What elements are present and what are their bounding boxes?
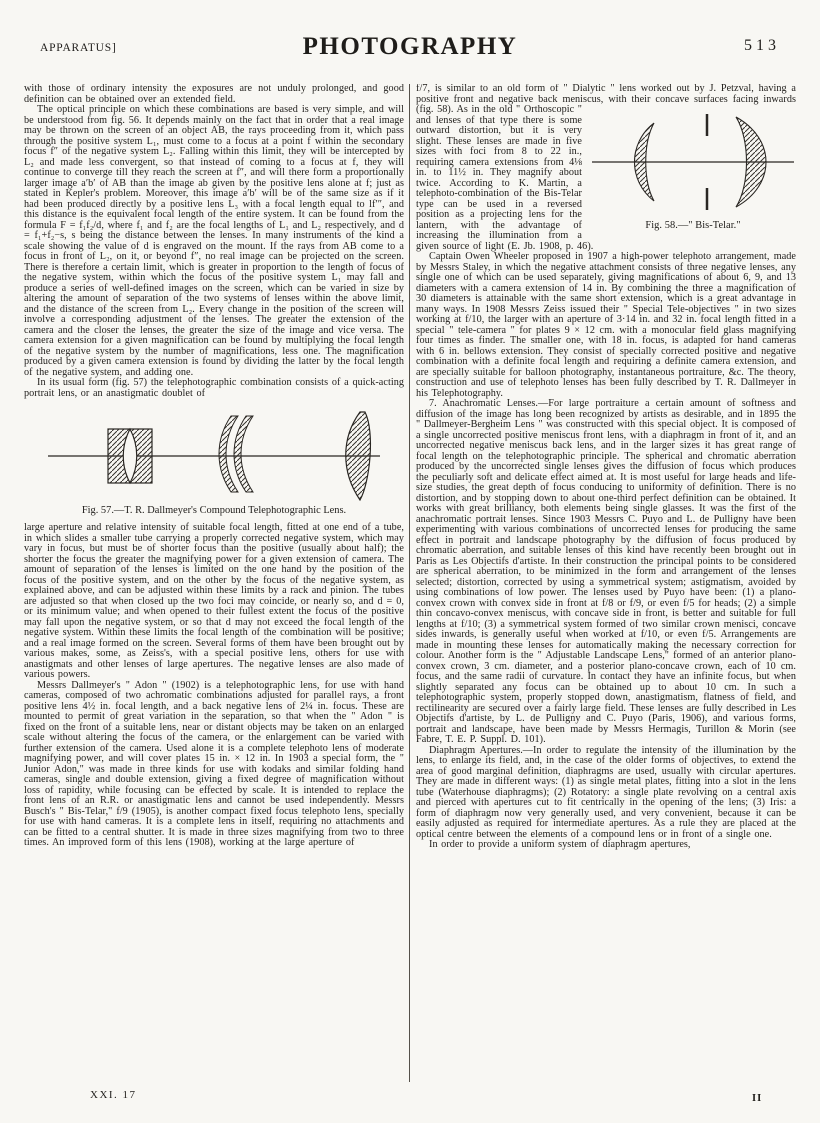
middle-negative-lens (219, 416, 253, 492)
left-column (24, 84, 404, 1086)
paragraph-usual-form-continuation: large aperture and relative intensity of suitable focal length, fitted at one end of a tube, in which slides a smaller tube carrying a properly corrected negative system, which may vary in focus, but must be of shorter focus than the positive (usually about half); the shorter the focus the greater the magnifying power for a given extension of camera. The amount of separation of the lenses is limited on the one hand by the position of the focus of the positive system, and on the other by the focus of the negative system, as explained above, and can be adjusted within these limits by a rack and pinion. The tubes are adjusted so that when closed up the two foci may coincide, or nearly so, and d = 0, or its minimum value; and when opened to their fullest extent the focus of the positive may fall upon the negative system, or so that d may not exceed the focal length of the negative system. Within these limits the focal length of the combination will be positive; and a real image formed on the screen. Several forms of them have been brought out by various makes, some, as Zeiss's, with a special positive lens, others for use with anastigmats and other lenses of large apertures. The negative lenses are also made of various powers. (24, 522, 404, 680)
paragraph-usual-form-lead: In its usual form (fig. 57) the telephotographic combination consists of a quick-acting portrait lens, or an anastigmatic doublet of (24, 377, 404, 399)
paragraph-dialytic-lead: f/7, is similar to an old form of " Dialytic " lens worked out by J. Petzval, having a positive front and negative back meniscus, (416, 84, 796, 105)
page-number: 513 (744, 37, 780, 54)
back-thick-lens (346, 412, 371, 500)
fig58-bis-telar-diagram (590, 107, 796, 217)
paragraph-optical-principle: The optical principle on which these combinations are based is very simple, and will be understood from fig. 56. It depends mainly on the fact that in order that a real image may be thrown on the screen of an object AB, the rays proceeding from it, which pass through the positive system L₁, must come to a focus at a point f within the secondary focus f″ of the negative system L₂. Falling within this limit, they will be intercepted by L₂ and made less convergent, so that instead of coming to a focus at f, they will continue to converge till they reach the screen at f″, and will there form a proportionally larger image a′b′ of AB than the image ab given by the positive lens alone at f; just as stated in Kepler's problem. Moreover, this image a′b′ will be of the same size as if it had been produced directly by a positive lens L₃ with a focal length equal to lf′″, and this distance is the equivalent focal length of the entire system. It can be found from the formula F = f₁f₂/d, where f₁ and f₂ are the focal lengths of L₁ and L₂ respectively, and d = f₁+f₂−s, s being the distance between the lenses. In many instruments of the kind a scale showing the value of d is engraved on the mount. If the rays from AB come to a focus in front of L₂, on it, or beyond f″, no real image can be projected on the screen. There is therefore a certain limit, which is greater in proportion to the length of focus of the negative system, within which the focus of the positive system L₁ may fall and produce a series of well-defined images on the screen, which can be varied in size by altering the amount of separation of the two systems of lenses within the above limit, and the distance of the screen from L₂. Every change in the position of the screen will involve a corresponding adjustment of the lenses. The greater the extension of the camera and the closer the lenses, the greater the size of the image and vice versa. The camera extension for a given magnification can be found by multiplying the focal length of the negative system by the number of magnifications, less one. The magnification produced by a given camera extension is found by dividing the latter by the focal length of the negative system, and adding one. (24, 104, 404, 378)
paragraph-dialytic (416, 84, 796, 252)
paragraph-anachromatic-lenses: 7. Anachromatic Lenses.—For large portraiture a certain amount of softness and diffusion of the image has long been recognized by artists as desirable, and in 1895 the " Dallmeyer-Bergheim Lens " was constructed with this special object. It is composed of a single uncorrected positive meniscus front lens, with a diaphragm in front of it, and an uncorrected negative meniscus back lens, and in the larger sizes it has great range of focal length on the telephotographic principle. The spherical and chromatic aberration produced by the uncorrected single lenses gives the diffusion of focus which produces the peculiarly soft and delicate effect aimed at. It is most useful for large heads and life-size studies, the great depth of focus conducing to uniformity of definition. There is no distortion, and by stopping down to about one-third perfect definition can be obtained. It works with great brilliancy, both elements being single glasses. It was the first of the anachromatic portrait lenses. Since 1903 Messrs C. Puyo and L. de Pulligny have been experimenting with various combinations of uncorrected lenses for producing the same effect in portrait and landscape photography by the diffusion of focus produced by chromatic aberration, and suitable lenses of this kind have recently been brought out in Paris as Les Objectifs d'artiste. In their construction the principal points to be considered are spherical aberration, to be minimized in the form and arrangement of the lenses selected; distortion, corrected by using a symmetrical system; astigmatism, avoided by using combinations of low power. The lenses used by Puyo have been: (1) a plano-convex crown with convex side in front at f/8 or f/9, or even f/5 for heads; (2) a simple thin concavo-convex meniscus, with concave side in front, is better and suitable for full lengths at f/10; (3) a symmetrical system formed of two similar crown menisci, concave sides inwards, is generally useful when worked at f/10, or even f/5. Arrangements are made in mounting these lenses for automatically making the necessary correction for colour. Another form is the " Adjustable Landscape Lens," formed of an anterior plano-convex crown, 3 cm. diameter, and a posterior plano-concave crown, each of 10 cm. focus, and the same radii of curvature. In contact they have an infinite focus, but when slightly separated any focus can be obtained up to about 10 cm. In such a telephotographic system, properly stopped down, anastigmatism, flatness of field, and rectilinearity are secured over a fairly large field. These lenses are fully described in Les Objectifs d'artiste, by L. de Pulligny and C. Puyo (Paris, 1906), and various forms, portrait and landscape, have been made by Messrs Hermagis, Turillon & Morin (see Fabre, T. E. P. Suppl. D. 101). (416, 398, 796, 745)
text-columns (24, 84, 796, 1086)
paragraph-dialytic-body: with their concave surfaces facing inwards (fig. 58). As in the old " Orthoscopic " and lenses of that type there is some outward distortion, but it is very slight. These lenses are made in five sizes with foci from 8 to 22 in., requiring camera extensions from 4⅛ in. to 11½ in. They magnify about twice. According to K. Martin, a telephoto-combination of the Bis-Telar type can be used in a reversed position as a projecting lens for the lantern, with the advantage of increasing the illumination from a given source of light (E. Jb. 1908, p. 46). (416, 93, 796, 252)
figure-57 (42, 406, 386, 517)
sheet-signature-mark: II (752, 1093, 763, 1104)
page-title: PHOTOGRAPHY (302, 33, 518, 60)
front-doublet-lens (108, 429, 152, 483)
figure-58 (590, 107, 796, 232)
paragraph-owen-wheeler: Captain Owen Wheeler proposed in 1907 a high-power telephoto arrangement, made by Messrs Staley, in which the negative attachment consists of three negative lenses, any single one of which can be used separately, giving magnifications of about 6, 9, and 13 diameters with a camera extension of 14 in. By combining the three a magnification of 30 diameters is attainable with the same short extension, which is a great advantage in many ways. In 1908 Messrs Zeiss issued their " Special Tele-objectives " in two sizes working at f/10, the larger with an aperture of 3·14 in. and 32 in. focal length fitted in a special " tele-camera " for plates 9 × 12 cm. with a monocular field glass magnifying four times as finder. The smaller one, with 18 in. focus, is adapted for hand cameras with 6 in. bellows extension. They consist of specially corrected positive and negative combination with a definite focal length and requiring a definite camera extension, and are specially suitable for balloon photography, instantaneous portraiture, &c. The theory, construction and use of telephoto lenses has been fully described by T. R. Dallmeyer in his Telephotography. (416, 251, 796, 399)
fig58-caption: Fig. 58.—" Bis-Telar." (645, 220, 741, 231)
paragraph-uniform-system: In order to provide a uniform system of diaphragm apertures, (429, 839, 691, 850)
paragraph-diaphragm-apertures: Diaphragm Apertures.—In order to regulate the intensity of the illumination by the lens, to enlarge its field, and, in the case of the older forms of objectives, to extend the area of good marginal definition, diaphragms are used, usually with circular apertures. They are made in different ways: (1) as single metal plates, fitting into a slot in the lens tube (Waterhouse diaphragms); (2) Rotatory: a single plate revolving on a central axis and pierced with apertures cut to fit centrically in the opening of the lens; (3) Iris: a form of diaphragm now very generally used, and very convenient, because it can be easily adjusted as required for intermediate apertures. As a rule they are placed at the optical centre between the elements of a compound lens or in front of a single one. (416, 744, 796, 840)
right-column (416, 84, 796, 1086)
fig57-telephoto-lens-diagram (42, 406, 386, 502)
fig57-caption: Fig. 57.—T. R. Dallmeyer's Compound Telephotographic Lens. (81, 505, 347, 516)
running-head-section: APPARATUS] (40, 42, 117, 54)
volume-signature-mark: XXI. 17 (90, 1089, 137, 1101)
paragraph-adon-bis-telar: Messrs Dallmeyer's " Adon " (1902) is a telephotographic lens, for use with hand cameras, composed of two achromatic combinations adjusted for parallel rays, a front positive lens 4½ in. focal length, and a back negative lens of 2¼ in. focus. These are mounted to permit of great variation in the separation, so that when the " Adon " is fixed on the front of a suitable lens, near or distant objects may be taken on an enlarged scale without altering the focus of the camera, or the enlargement can be varied with further extension of the camera. Used alone it is a complete telephoto lens of moderate magnifying power, and will cover plates 15 in. × 12 in. In 1903 a special form, the " Junior Adon," was made in three kinds for use with kodaks and similar folding hand cameras, single and double extension, giving a fixed degree of magnification without loss of rapidity, while focusing can be effected by scale. It is intended to replace the front lens of an R.R. or anastigmatic lens and cannot be used independently. Messrs Busch's " Bis-Telar," f/9 (1905), is another compact fixed focus telephoto lens, specially for use with hand cameras. It is a complete lens in itself, requiring no attachments and can be fitted to a central shutter. It is made in three sizes magnifying from two to three times. An improved form of this lens (1908), working at the large aperture of (24, 679, 404, 848)
page-header (26, 33, 794, 63)
paragraph-exposures-continuation: with those of ordinary intensity the exposures are not unduly prolonged, and good definition can be obtained over an extended field. (24, 84, 404, 105)
